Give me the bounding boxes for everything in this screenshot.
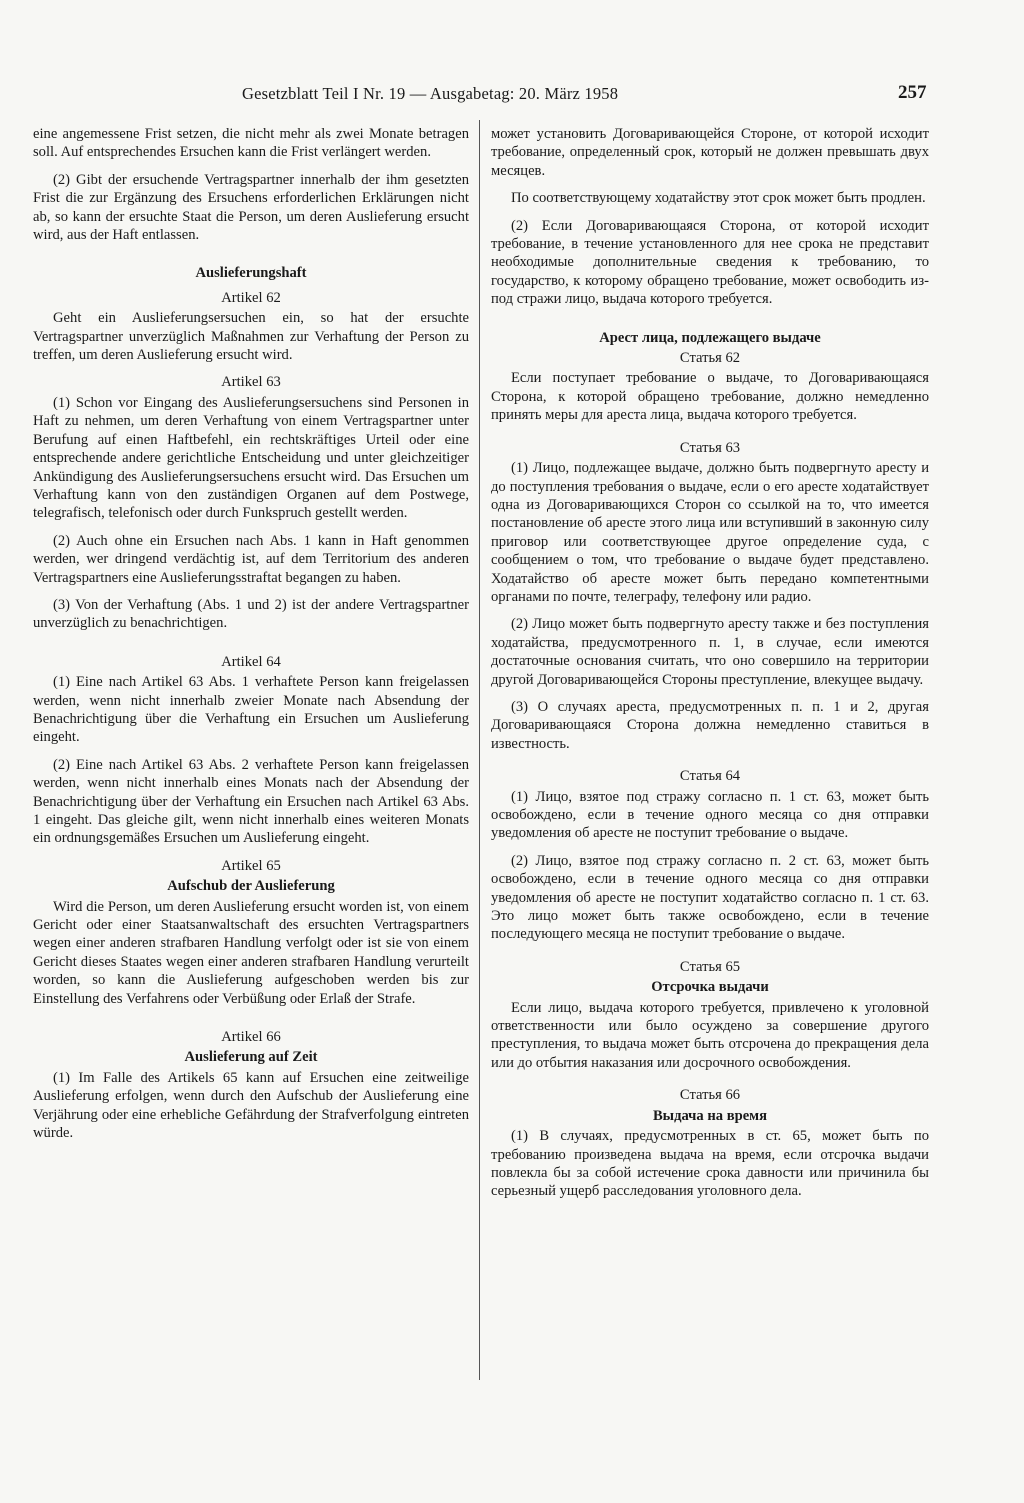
paragraph: Wird die Person, um deren Auslieferung ersucht worden ist, von einem Gericht oder einer Staatsanwaltschaft des ersuchten Vertragspartners wegen einer anderen strafbaren Handlung verfolgt oder ist sie von einem Gericht dieses Staates wegen einer anderen strafbaren Handlung verurteilt worden, so kann die Auslieferung aufgeschoben werden bis zur Einstellung des Verfahrens oder Verbüßung oder Erlaß der Strafe. bbox=[33, 898, 469, 1007]
article-heading: Статья 64 bbox=[679, 768, 741, 785]
paragraph: (1) В случаях, предусмотренных в ст. 65, может быть по требованию произведена выдача на время, если отсрочка выдачи повлекла бы за собой истечение срока давности или причинила бы серьезный ущерб расследования уголовного дела. bbox=[491, 1128, 929, 1200]
paragraph: (1) Im Falle des Artikels 65 kann auf Ersuchen eine zeitweilige Auslieferung erfolgen, wenn durch den Aufschub der Auslieferung eine Verjährung oder eine erhebliche Gefährdung der Strafverfolgung eintreten würde. bbox=[33, 1069, 469, 1142]
paragraph: (2) Лицо может быть подвергнуто аресту также и без поступления ходатайства, предусмотренного п. 1, в случае, если имеются достаточные основания считать, что оно совершило на территории другой Договаривающейся Стороны преступление, влекущее выдачу. bbox=[491, 616, 929, 688]
paragraph: может установить Договаривающейся Стороне, от которой исходит требование, определенный срок, который не должен превышать двух месяцев. bbox=[491, 126, 929, 179]
paragraph: eine angemessene Frist setzen, die nicht mehr als zwei Monate betragen soll. Auf entsprechendes Ersuchen kann die Frist verlängert werden. bbox=[33, 126, 469, 161]
paragraph: (1) Лицо, подлежащее выдаче, должно быть подвергнуто аресту и до поступления требования о выдаче, если о его аресте ходатайствует одна из Договаривающихся Сторон со ссылкой на то, что имеется постановление об аресте этого лица или вступивший в законную силу приговор или соответствующее другое определение суда, с сообщением о том, что требование о выдаче будет представлено. Ходатайство об аресте может быть передано компетентными органами по почте, телеграфу, телефону или радио. bbox=[491, 460, 929, 605]
article-heading: Статья 65 bbox=[679, 958, 741, 975]
paragraph: (1) Eine nach Artikel 63 Abs. 1 verhaftete Person kann freigelassen werden, wenn nicht innerhalb zweier Monate nach Absendung der Benachrichtigung über die Verhaftung ein Ersuchen um Auslieferung eingeht. bbox=[33, 674, 469, 746]
paragraph: По соответствующему ходатайству этот срок может быть продлен. bbox=[511, 190, 926, 207]
page-number: 257 bbox=[898, 82, 927, 103]
paragraph: (1) Лицо, взятое под стражу согласно п. 1 ст. 63, может быть освобождено, если в течение одного месяца со дня отправки уведомления об аресте не поступит требование о выдаче. bbox=[491, 788, 929, 842]
article-heading: Статья 62 bbox=[679, 350, 741, 367]
paragraph: (2) Лицо, взятое под стражу согласно п. 2 ст. 63, может быть освобождено, если в течение одного месяца со дня отправки уведомления об аресте не поступит ходатайство согласно п. 1 ст. 63. Это лицо может быть также освобождено, если в течение последующего месяца не поступит требование о выдаче. bbox=[491, 852, 929, 943]
paragraph: (3) Von der Verhaftung (Abs. 1 und 2) ist der andere Vertragspartner unverzüglich zu benachrichtigen. bbox=[33, 596, 469, 632]
paragraph: Если поступает требование о выдаче, то Договаривающаяся Сторона, к которой обращено требование, должно немедленно принять меры для ареста лица, выдача которого требуется. bbox=[491, 370, 929, 424]
russian-column bbox=[491, 125, 929, 1210]
paragraph: (2) Auch ohne ein Ersuchen nach Abs. 1 kann in Haft genommen werden, wer dringend verdächtig ist, auf dem Territorium des anderen Vertragspartners eine Auslieferungsstraftat begangen zu haben. bbox=[33, 532, 469, 586]
gazette-title: Gesetzblatt Teil I Nr. 19 — Ausgabetag: 20. März 1958 bbox=[242, 84, 619, 103]
paragraph: (1) Schon vor Eingang des Auslieferungsersuchens sind Personen in Haft zu nehmen, um deren Verhaftung von einem Vertragspartner unter Berufung auf einen Haftbefehl, ein rechtskräftiges Urteil oder eine entsprechende andere gerichtliche Entscheidung und unter gleichzeitiger Ankündigung des Auslieferungsersuchens ersucht wird. Das Ersuchen um Verhaftung kann von den zuständigen Organen auf dem Postwege, telegrafisch, telefonisch oder durch Funkspruch gestellt werden. bbox=[33, 394, 469, 522]
paragraph: (2) Gibt der ersuchende Vertragspartner innerhalb der ihm gesetzten Frist die zur Ergänzung des Ersuchens erforderlichen Erklärungen nicht ab, so kann der ersuchte Staat die Person, um deren Auslieferung ersucht wird, aus der Haft entlassen. bbox=[33, 171, 469, 244]
article-heading: Artikel 65 bbox=[221, 857, 281, 874]
paragraph: (2) Если Договаривающаяся Сторона, от которой исходит требование, в течение установленного для нее срока не представит необходимые дополнительные сведения к требованию, то государство, к которому обращено требование, может освободить из-под стражи лицо, выдача которого требуется. bbox=[491, 217, 929, 308]
article-heading: Artikel 62 bbox=[221, 289, 281, 306]
column-divider bbox=[479, 120, 480, 1380]
article-heading: Artikel 64 bbox=[221, 653, 281, 670]
paragraph: (2) Eine nach Artikel 63 Abs. 2 verhaftete Person kann freigelassen werden, wenn nicht innerhalb eines Monats nach der Absendung der Benachrichtigung über der Verhaftung ein Ersuchen nach Artikel 63 Abs. 1 eingeht. Das gleiche gilt, wenn nicht innerhalb eines weiteren Monats ein ordnungsgemäßes Ersuchen um Auslieferung eingeht. bbox=[33, 756, 469, 847]
article-heading: Artikel 66 bbox=[221, 1029, 281, 1046]
german-column bbox=[33, 125, 469, 1152]
article-heading: Статья 63 bbox=[679, 439, 741, 456]
section-heading: Выдача на время bbox=[652, 1107, 768, 1124]
section-heading: Auslieferung auf Zeit bbox=[184, 1049, 318, 1066]
paragraph: Если лицо, выдача которого требуется, привлечено к уголовной ответственности или было осуждено за совершение другого преступления, то выдача может быть отсрочена до прекращения дела или до отбытия наказания или досрочного освобождения. bbox=[491, 999, 929, 1071]
article-heading: Статья 66 bbox=[679, 1087, 741, 1104]
paragraph: Geht ein Auslieferungsersuchen ein, so hat der ersuchte Vertragspartner unverzüglich Maßnahmen zur Verhaftung der Person zu treffen, um deren Auslieferung ersucht wird. bbox=[33, 310, 469, 364]
section-heading: Отсрочка выдачи bbox=[651, 979, 769, 996]
paragraph: (3) О случаях ареста, предусмотренных п. п. 1 и 2, другая Договаривающаяся Сторона должна немедленно ставиться в известность. bbox=[491, 698, 929, 752]
section-heading: Auslieferungshaft bbox=[195, 265, 307, 282]
page-header bbox=[0, 84, 1024, 114]
article-heading: Artikel 63 bbox=[221, 374, 281, 391]
section-heading: Aufschub der Auslieferung bbox=[167, 878, 335, 895]
section-heading: Арест лица, подлежащего выдаче bbox=[599, 329, 821, 346]
